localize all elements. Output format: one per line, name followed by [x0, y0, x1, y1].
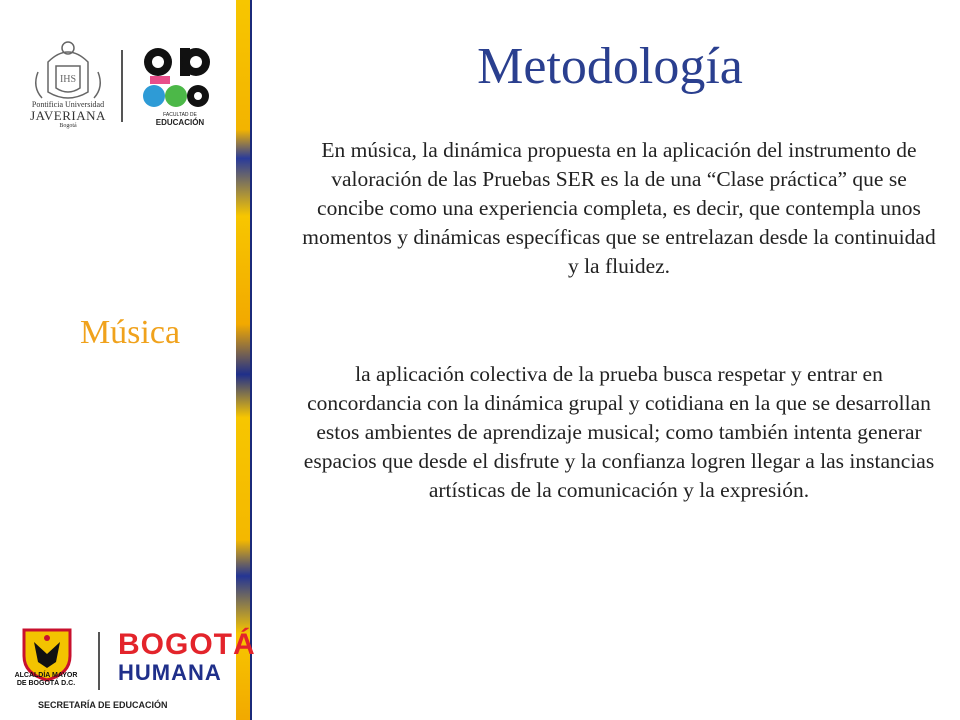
javeriana-line1: Pontificia Universidad [31, 100, 105, 109]
page-title: Metodología [477, 38, 743, 95]
javeriana-line2: JAVERIANA [30, 108, 106, 123]
javeriana-line3: Bogotá [59, 123, 77, 129]
alcaldia-line1: ALCALDÍA MAYOR [14, 672, 78, 679]
stripe-border-line [250, 0, 252, 720]
side-label: Música [79, 314, 181, 351]
bogota-logo-text: BOGOTÁ [118, 628, 256, 661]
decorative-stripe [236, 0, 250, 720]
humana-logo-text: HUMANA [118, 660, 222, 685]
secretaria-text: SECRETARÍA DE EDUCACIÓN [38, 700, 168, 710]
ede-big-text: EDUCACIÓN [155, 118, 205, 127]
ede-logo-text [150, 112, 210, 127]
paragraph-1: En música, la dinámica propuesta en la aplicación del instrumento de valoración de las Pruebas SER es la de una “Clase práctica” que se concibe como una experiencia completa, es decir, que contempla unos momentos y dinámicas específicas que se entrelazan desde la continuidad y la fluidez. [302, 138, 936, 278]
bottom-logo-divider [98, 632, 100, 690]
javeriana-logo-text [22, 100, 114, 130]
paragraph-2: la aplicación colectiva de la prueba busca respetar y entrar en concordancia con la dinámica grupal y cotidiana en la que se desarrollan estos ambientes de aprendizaje musical; como también intenta generar espacios que desde el disfrute y la confianza logren llegar a las instancias artísticas de la comunicación y la expresión. [303, 362, 935, 502]
svg-text:IHS: IHS [59, 74, 77, 85]
alcaldia-line2: DE BOGOTÁ D.C. [16, 680, 76, 687]
ede-small-text: FACULTAD DE [163, 112, 197, 118]
alcaldia-text [4, 672, 88, 688]
logo-divider [121, 50, 123, 122]
